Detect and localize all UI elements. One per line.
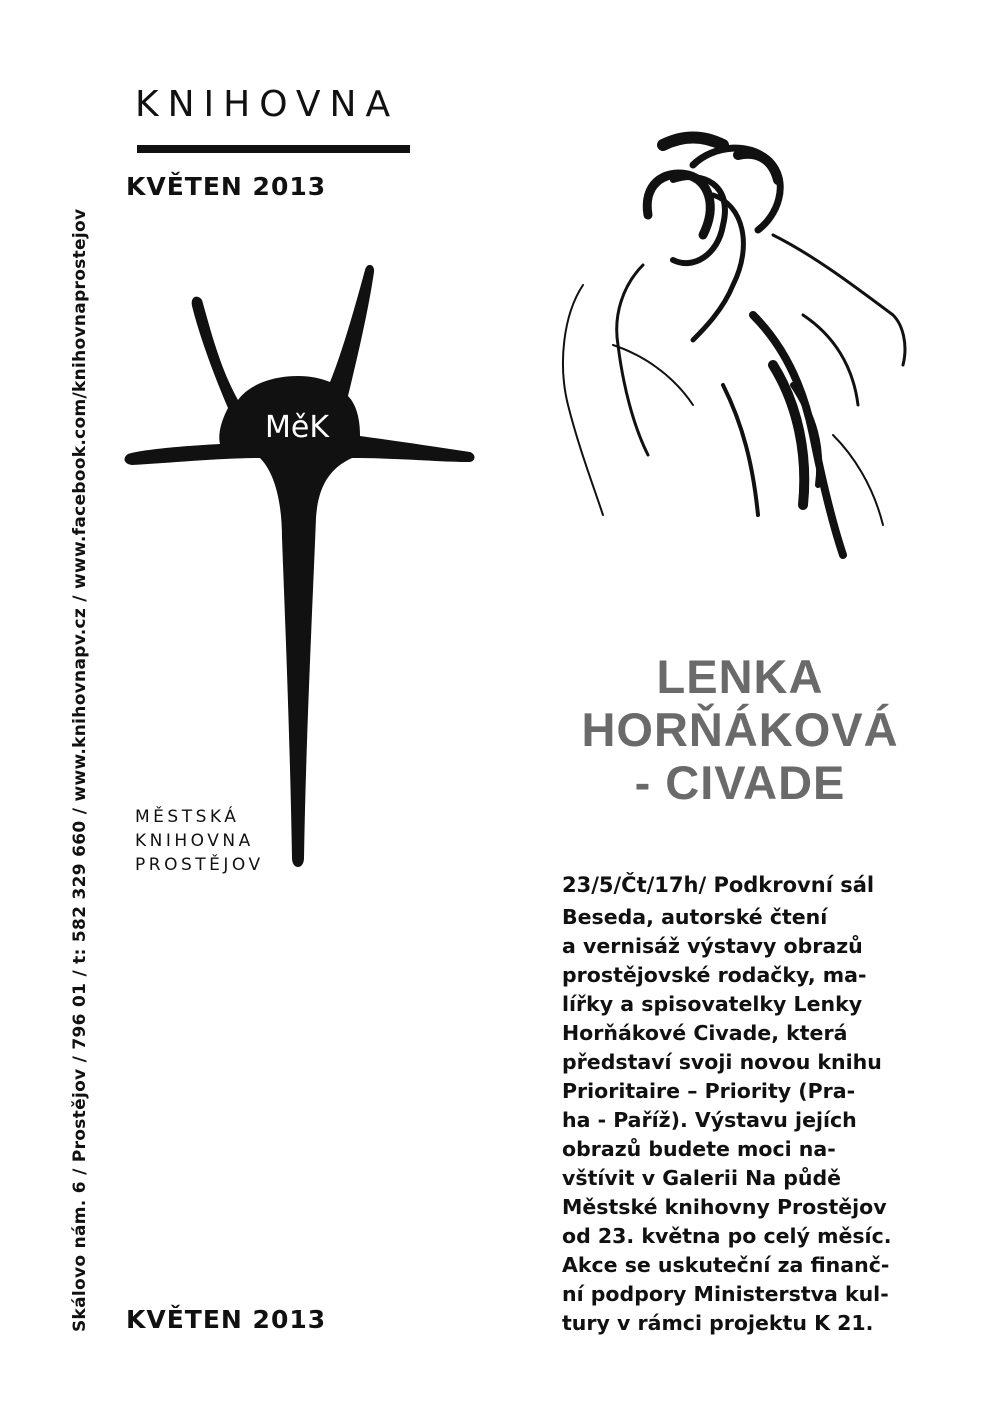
event-date-venue: 23/5/Čt/17h/ Podkrovní sál	[562, 873, 875, 897]
description-line: ní podpory Ministerstva kul-	[562, 1282, 889, 1306]
library-wordmark: KNIHOVNA	[135, 84, 400, 125]
description-line: představí svoji novou knihu	[562, 1050, 882, 1074]
contact-info-vertical: Skálovo nám. 6 / Prostějov / 796 01 / t: 582 329 660 / www.knihovnapv.cz / www.facebook.com/knihovnaprostejov	[70, 208, 90, 1332]
logo-monogram: MěK	[264, 410, 329, 445]
library-name-line: KNIHOVNA	[135, 831, 254, 851]
description-line: od 23. května po celý měsíc.	[562, 1224, 892, 1248]
logo-shape	[125, 265, 475, 867]
description-line: lířky a spisovatelky Lenky	[562, 992, 863, 1016]
description-line: a vernisáž výstavy obrazů	[562, 934, 863, 958]
event-headline	[560, 650, 920, 809]
title-divider	[137, 145, 410, 153]
headline-line: - CIVADE	[634, 756, 846, 809]
description-line: ha - Paříž). Výstavu jejích	[562, 1108, 857, 1132]
library-name-line: MĚSTSKÁ	[135, 807, 240, 827]
description-line: Městské knihovny Prostějov	[562, 1195, 887, 1219]
star-figure-logo-icon	[120, 258, 480, 873]
library-full-name	[135, 805, 264, 877]
description-line: Akce se uskuteční za finanč-	[562, 1253, 890, 1277]
description-line: Prioritaire – Priority (Pra-	[562, 1079, 856, 1103]
headline-line: LENKA	[656, 650, 824, 703]
library-name-line: PROSTĚJOV	[135, 855, 264, 875]
event-description	[562, 903, 914, 1338]
issue-month-bottom: KVĚTEN 2013	[126, 1305, 327, 1334]
headline-line: HORŇÁKOVÁ	[581, 703, 899, 756]
description-line: prostějovské rodačky, ma-	[562, 963, 867, 987]
description-line: Horňákové Civade, která	[562, 1021, 848, 1045]
description-line: Beseda, autorské čtení	[562, 905, 828, 929]
description-line: vštívit v Galerii Na půdě	[562, 1166, 842, 1190]
description-line: tury v rámci projektu K 21.	[562, 1311, 874, 1335]
charcoal-drawing-figures	[553, 85, 915, 607]
description-line: obrazů budete moci na-	[562, 1137, 836, 1161]
issue-month-top: KVĚTEN 2013	[126, 172, 327, 201]
